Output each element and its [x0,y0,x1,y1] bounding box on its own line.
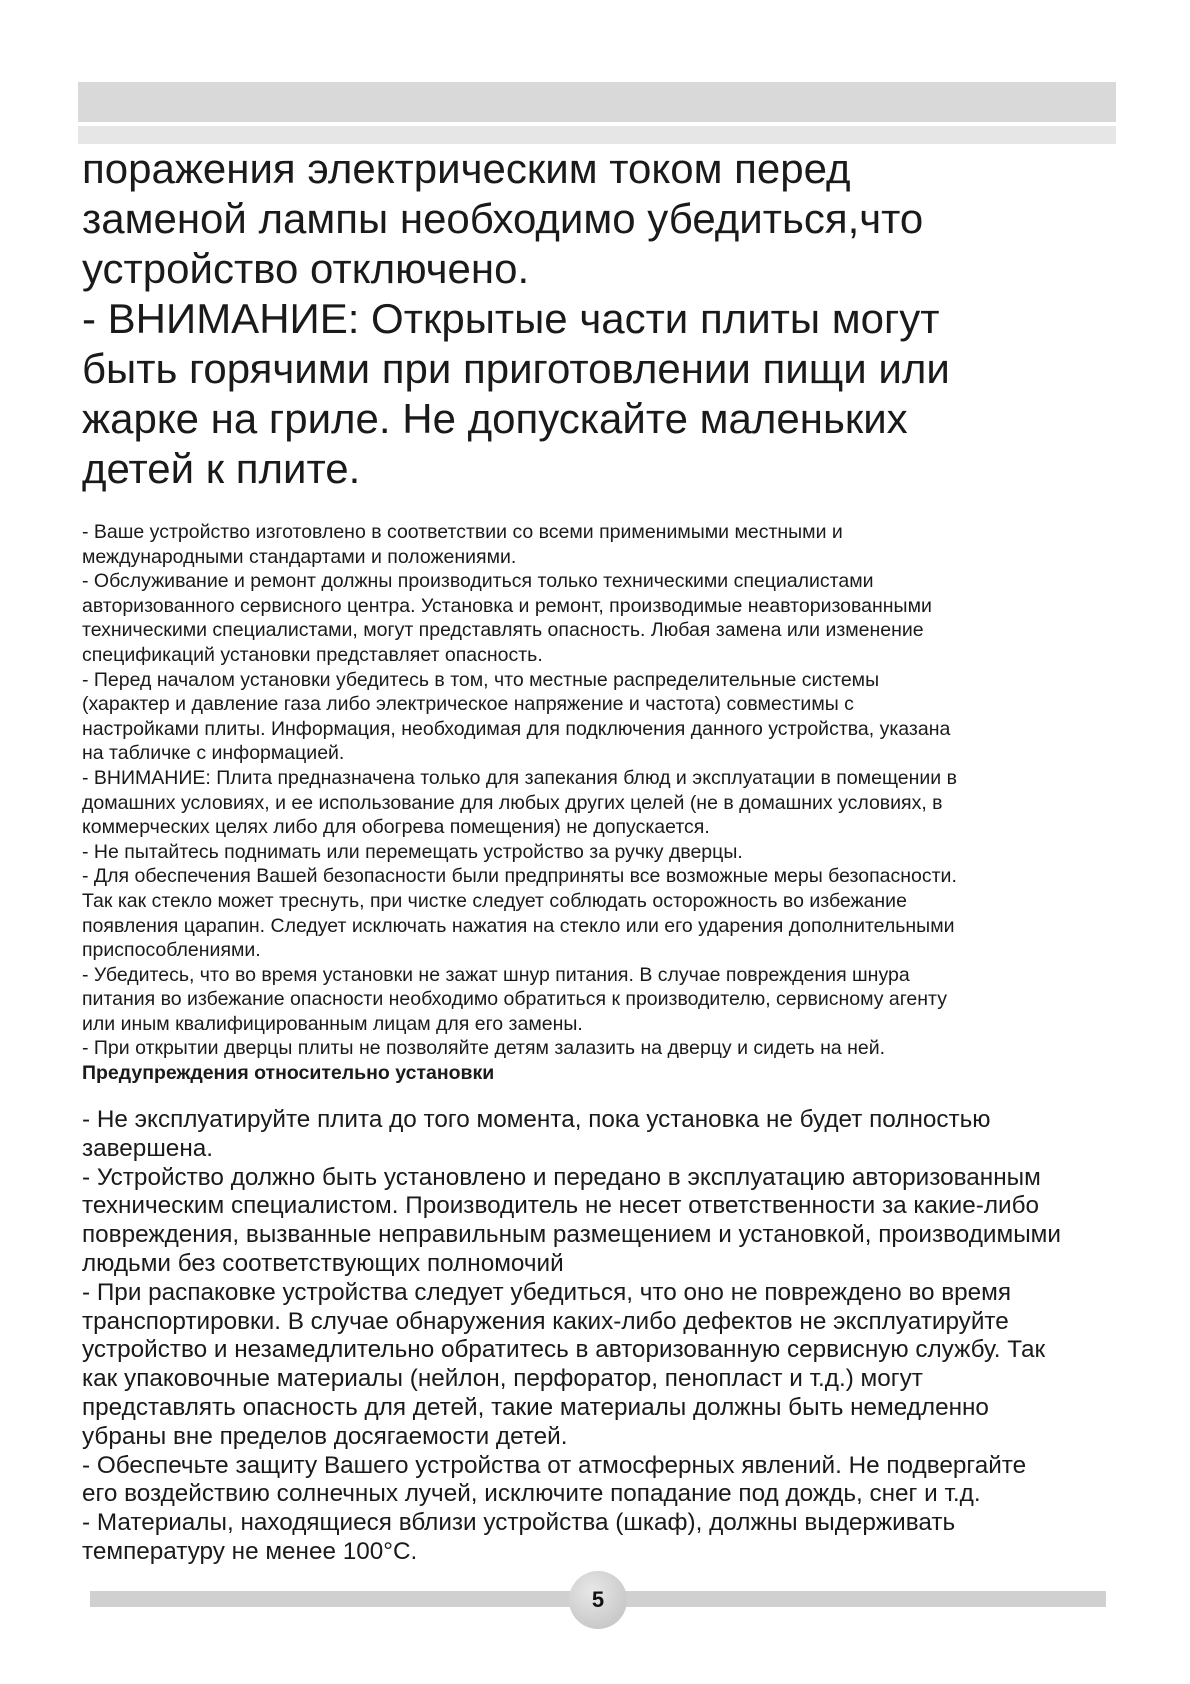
text-line: домашних условиях, и ее использование для любых других целей (не в домашних условиях, в [82,791,943,814]
text-line: завершена. [82,1134,213,1162]
installation-warnings [82,1106,1122,1567]
text-line: температуру не менее 100°С. [82,1537,418,1565]
text-line: устройство и незамедлительно обратитесь в авторизованную сервисную службу. Так [82,1336,1046,1364]
text-line: поражения электрическим током перед [82,145,851,192]
page-number: 5 [569,1571,627,1629]
text-line: - ВНИМАНИЕ: Плита предназначена только для запекания блюд и эксплуатации в помещении в [82,766,957,789]
text-line: - При распаковке устройства следует убедиться, что оно не повреждено во время [82,1278,1012,1306]
text-line: - Не эксплуатируйте плита до того момента, пока установка не будет полностью [82,1106,991,1133]
text-line: - Обеспечьте защиту Вашего устройства от атмосферных явлений. Не подвергайте [82,1451,1027,1479]
text-line: - Для обеспечения Вашей безопасности были предприняты все возможные меры безопасности. [82,865,957,888]
text-line: - Обслуживание и ремонт должны производиться только техническими специалистами [82,570,874,593]
text-line: - Перед началом установки убедитесь в том, что местные распределительные системы [82,668,880,691]
text-line: или иным квалифицированным лицам для его замены. [82,1012,583,1035]
text-line: повреждения, вызванные неправильным размещением и установкой, производимыми [82,1221,1061,1249]
text-line: жарке на гриле. Не допускайте маленьких [82,395,908,442]
text-line: как упаковочные материалы (нейлон, перфоратор, пенопласт и т.д.) могут [82,1365,923,1393]
text-line: приспособлениями. [82,939,261,962]
text-line: его воздействию солнечных лучей, исключите попадание под дождь, снег и т.д. [82,1480,981,1508]
text-line: устройство отключено. [82,245,530,292]
text-line: быть горячими при приготовлении пищи или [82,345,950,392]
text-line: на табличке с информацией. [82,742,345,765]
text-line: - Устройство должно быть установлено и передано в эксплуатацию авторизованным [82,1163,1041,1191]
text-line: спецификаций установки представляет опасность. [82,643,543,666]
text-line: - ВНИМАНИЕ: Открытые части плиты могут [82,295,940,342]
section-heading: Предупреждения относительно установки [82,1062,495,1085]
text-line: убраны вне пределов досягаемости детей. [82,1422,568,1450]
text-line: техническими специалистами, могут представлять опасность. Любая замена или изменение [82,619,924,642]
text-line: - Убедитесь, что во время установки не зажат шнур питания. В случае повреждения шнура [82,963,910,986]
text-line: - При открытии дверцы плиты не позволяйте детям залазить на дверцу и сидеть на ней. [82,1037,886,1060]
safety-instructions [82,520,1122,1086]
text-line: - Ваше устройство изготовлено в соответствии со всеми применимыми местными и [82,521,843,543]
text-line: людьми без соответствующих полномочий [82,1249,564,1277]
text-line: - Материалы, находящиеся вблизи устройства (шкаф), должны выдерживать [82,1509,956,1537]
text-line: настройками плиты. Информация, необходимая для подключения данного устройства, указана [82,717,951,740]
text-line: транспортировки. В случае обнаружения каких-либо дефектов не эксплуатируйте [82,1307,1009,1335]
text-line: (характер и давление газа либо электрическое напряжение и частота) совместимы с [82,693,854,716]
header-divider [78,126,1116,144]
text-line: детей к плите. [82,445,361,492]
text-line: авторизованного сервисного центра. Установка и ремонт, производимые неавторизованными [82,594,932,617]
text-line: техническим специалистом. Производитель не несет ответственности за какие-либо [82,1192,1040,1220]
text-line: Так как стекло может треснуть, при чистке следует соблюдать осторожность во избежание [82,889,907,912]
text-line: появления царапин. Следует исключать нажатия на стекло или его ударения дополнительными [82,914,955,937]
text-line: питания во избежание опасности необходимо обратиться к производителю, сервисному агенту [82,988,947,1011]
header-bar [78,82,1116,122]
text-line: коммерческих целях либо для обогрева помещения) не допускается. [82,816,710,839]
text-line: заменой лампы необходимо убедиться,что [82,195,924,242]
text-line: международными стандартами и положениями. [82,545,517,568]
text-line: представлять опасность для детей, такие материалы должны быть немедленно [82,1393,989,1421]
large-warning-text [82,144,1122,494]
text-line: - Не пытайтесь поднимать или перемещать устройство за ручку дверцы. [82,840,743,863]
